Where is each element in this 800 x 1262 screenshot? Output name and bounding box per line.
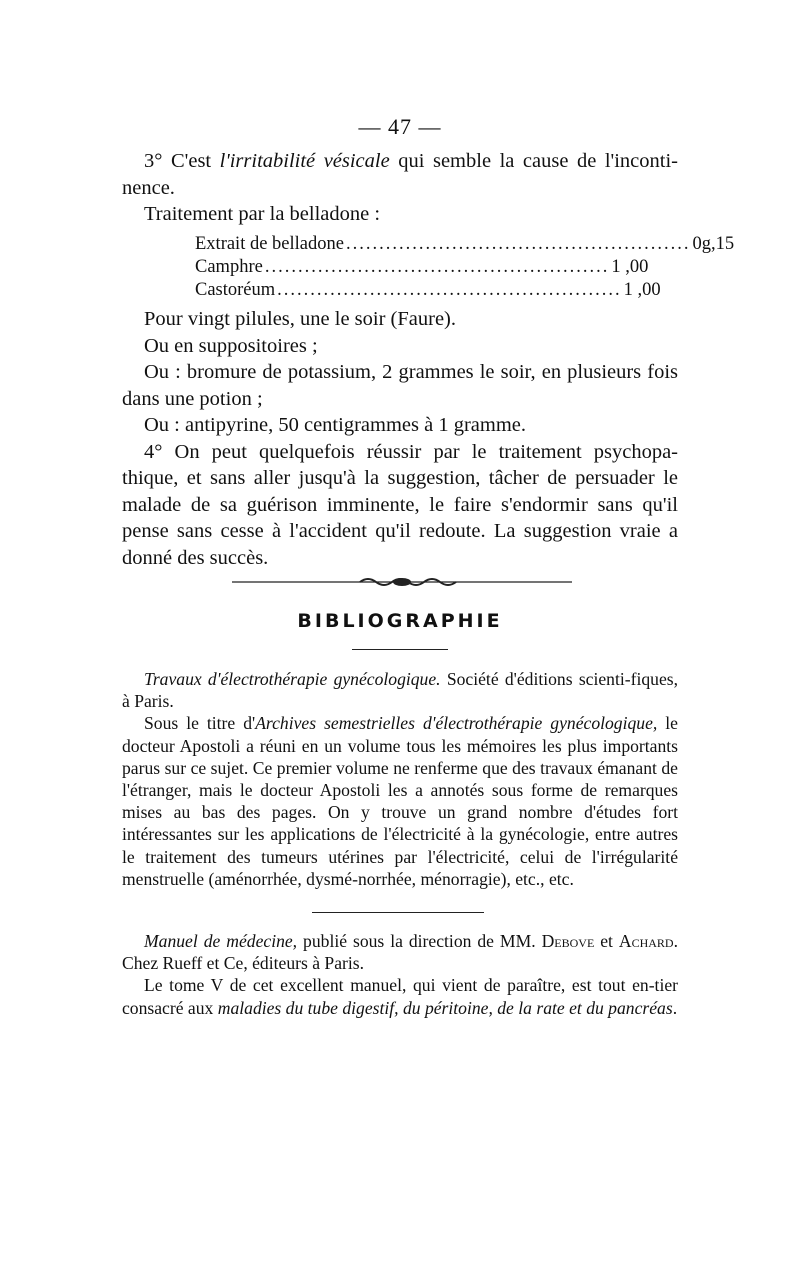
review-1-body: le docteur Apostoli a réuni en un volume tous les mémoires les plus importants parus sur ce sujet. Ce premier volume ne renferme que des travaux émanant de l'étranger, mais le docteur Apostoli les a annotés sous forme de remarques mises au bas des pages. On y trouve un grand nombre d'études fort intéressantes sur les applications de l'électricité à la gynécologie, entre autres le traitement des tumeurs utérines par l'électricité, celui de l'irrégularité menstruelle (aménorrhée, dysmé-norrhée, ménorragie), etc., etc. [122, 713, 678, 889]
prescription-row [195, 279, 661, 302]
para-item-4: 4° On peut quelquefois réussir par le traitement psychopa-thique, et sans aller jusqu'à la suggestion, tâcher de persuader le malade de sa guérison imminente, le faire s'endormir sans qu'il pense sans cesse à l'accident qu'il redoute. La suggestion vraie a donné des succès. [122, 440, 678, 569]
leader-dots: .................................................... [264, 257, 610, 277]
review-2-and: et [594, 931, 619, 951]
review-1-publisher: Société d'éditions scienti-fiques, à Paris. [122, 669, 679, 712]
bibliography-title: BIBLIOGRAPHIE [297, 610, 503, 632]
review-1-body-prefix: Sous le titre d' [144, 713, 256, 734]
treatment-heading: Traitement par la belladone : [144, 203, 381, 225]
review-2-body-suffix: . [672, 997, 678, 1018]
prescription-name: Castoréum [195, 280, 276, 300]
page-number: — 47 — [358, 114, 442, 139]
prescription-name: Camphre [195, 257, 263, 277]
item-3-italic: l'irritabilité vésicale [219, 150, 390, 172]
item-3-paragraph [122, 148, 678, 228]
prescription-row [195, 233, 735, 256]
prescription-name: Extrait de belladone [195, 234, 344, 254]
prescription-row [195, 256, 649, 279]
review-2-author-2: Achard [618, 931, 674, 951]
review-2-publisher: . Chez Rueff et Ce, éditeurs à Paris. [122, 931, 679, 974]
prescription-qty: 1 ,00 [623, 280, 661, 300]
para-suppositories: Ou en suppositoires ; [144, 334, 318, 357]
para-antipyrine: Ou : antipyrine, 50 centigrammes à 1 gramme. [144, 414, 526, 436]
review-2 [122, 930, 678, 1019]
review-2-title: Manuel de médecine, [144, 931, 298, 951]
ornament-divider [232, 576, 572, 588]
review-2-direction: publié sous la direction de MM. [297, 931, 542, 951]
prescription-qty: 0g,15 [692, 234, 735, 254]
review-1 [122, 668, 678, 890]
leader-dots: .................................................... [277, 280, 622, 300]
review-2-author-1: Debove [541, 931, 595, 951]
treatment-paragraphs [122, 306, 678, 571]
para-pills: Pour vingt pilules, une le soir (Faure). [144, 308, 457, 330]
review-1-title: Travaux d'électrothérapie gynécologique. [144, 669, 441, 689]
review-2-body-prefix: Le tome V de cet excellent manuel, qui vient de paraître, est tout en-tier consacré aux [122, 975, 678, 1018]
item-3-suffix: qui semble la cause de l'inconti-nence. [122, 150, 678, 199]
review-2-body-italic: maladies du tube digestif, du péritoine, de la rate et du pancréas [217, 997, 673, 1018]
review-1-body-italic: Archives semestrielles d'électrothérapie gynécologique, [255, 713, 658, 734]
title-underline [352, 649, 448, 650]
prescription-qty: 1 ,00 [611, 257, 649, 277]
leader-dots: .................................................... [345, 234, 691, 254]
review-separator [312, 912, 484, 913]
prescription-list [195, 233, 735, 302]
para-bromure: Ou : bromure de potassium, 2 grammes le soir, en plusieurs fois dans une potion ; [122, 361, 678, 410]
item-3-prefix: 3° C'est [144, 150, 220, 172]
